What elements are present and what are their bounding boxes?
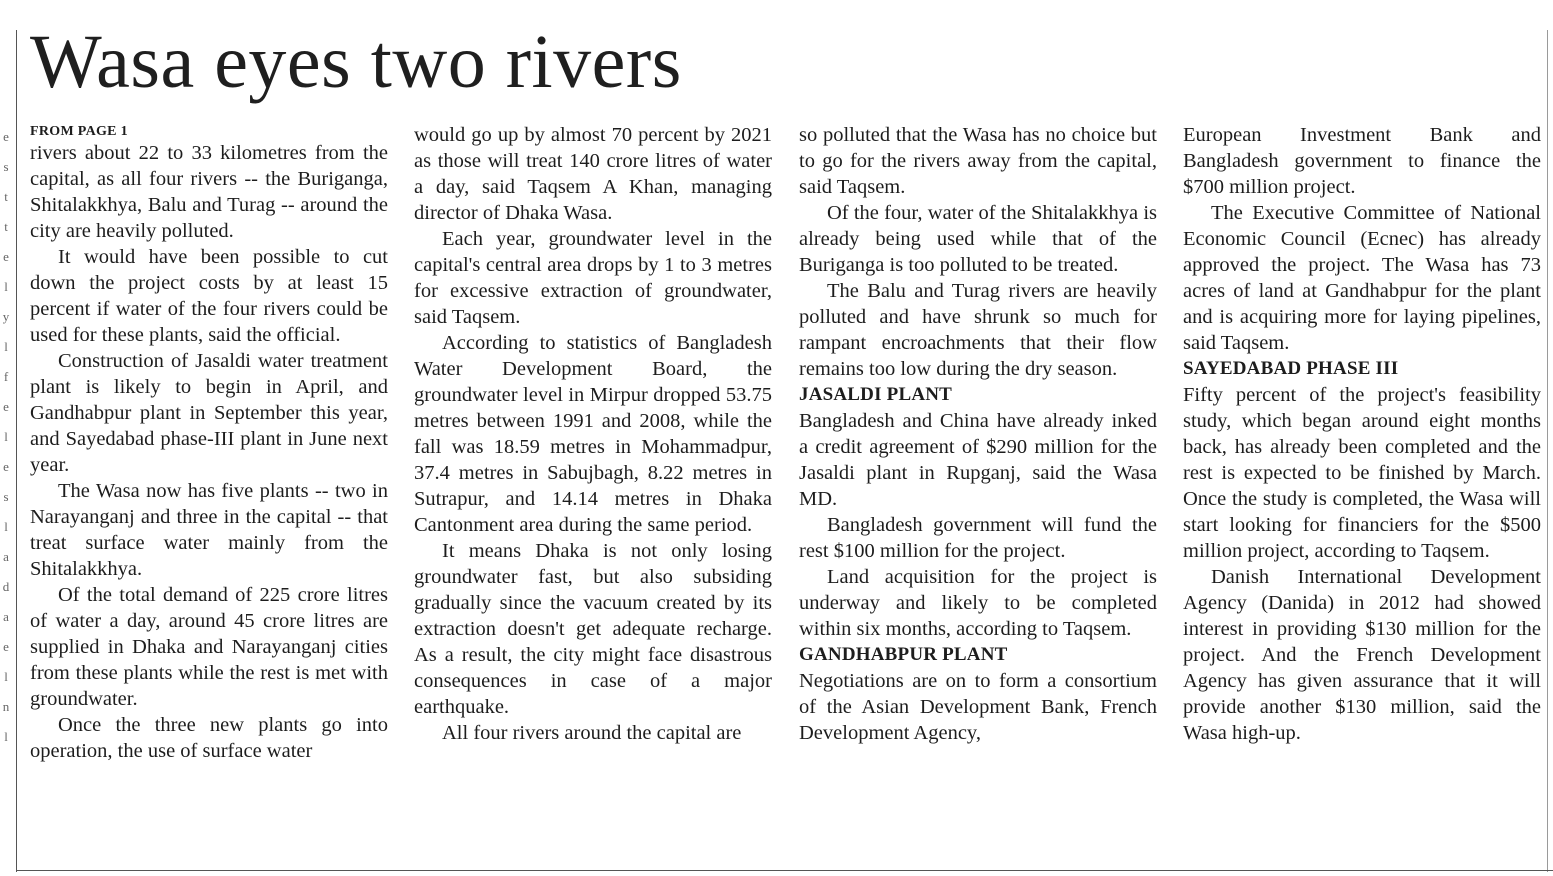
section-subhead: GANDHABPUR PLANT (799, 644, 1008, 665)
article-paragraph: would go up by almost 70 percent by 2021 as those will treat 140 crore litres of water a day, said Taqsem A Khan, managing director of Dhaka Wasa. (414, 124, 772, 224)
article-paragraph: The Balu and Turag rivers are heavily polluted and have shrunk so much for rampant encroachments that their flow remains too low during the dry season. (799, 280, 1157, 380)
section-subhead: SAYEDABAD PHASE III (1183, 358, 1399, 379)
article-paragraph: so polluted that the Wasa has no choice but to go for the rivers away from the capital, said Taqsem. (799, 124, 1157, 198)
left-rule (16, 30, 17, 872)
right-rule (1547, 30, 1548, 872)
article-paragraph: Bangladesh and China have already inked a credit agreement of $290 million for the Jasaldi plant in Rupganj, said the Wasa MD. (799, 410, 1157, 510)
dateline: FROM PAGE 1 (30, 124, 128, 139)
article-paragraph: European Investment Bank and Bangladesh government to finance the $700 million project. (1183, 124, 1541, 198)
gutter-fragment: a (3, 609, 9, 624)
article-paragraph: It means Dhaka is not only losing groundwater fast, but also subsiding gradually since the vacuum created by its extraction doesn't get adequate recharge. As a result, the city might face disastrous consequences in case of a major earthquake. (414, 540, 772, 718)
gutter-fragment: s (3, 489, 9, 504)
adjacent-column-fragments (0, 122, 12, 842)
article-paragraph: Fifty percent of the project's feasibility study, which began around eight months back, has already been completed and the rest is expected to be finished by March. Once the study is completed, the Wasa will start looking for financiers for the $500 million project, according to Taqsem. (1183, 384, 1541, 562)
article-paragraph: Once the three new plants go into operation, the use of surface water (30, 714, 388, 762)
article-paragraph: Bangladesh government will fund the rest $100 million for the project. (799, 514, 1157, 562)
gutter-fragment: l (4, 519, 8, 534)
gutter-fragment: l (4, 429, 8, 444)
gutter-fragment: e (3, 249, 9, 264)
gutter-fragment: n (2, 699, 10, 714)
article-column-3 (799, 122, 1157, 862)
gutter-fragment: l (4, 729, 8, 744)
gutter-fragment: l (4, 279, 8, 294)
gutter-fragment: f (3, 369, 9, 384)
gutter-fragment: s (3, 159, 9, 174)
article-paragraph: Land acquisition for the project is underway and likely to be completed within six months, according to Taqsem. (799, 566, 1157, 640)
article-paragraph: Negotiations are on to form a consortium of the Asian Development Bank, French Development Agency, (799, 670, 1157, 744)
section-subhead: JASALDI PLANT (799, 384, 953, 405)
gutter-fragment: e (3, 129, 9, 144)
article-paragraph: rivers about 22 to 33 kilometres from the capital, as all four rivers -- the Buriganga, Shitalakkhya, Balu and Turag -- around the city are heavily polluted. (30, 142, 388, 242)
article-paragraph: Of the total demand of 225 crore litres of water a day, around 45 crore litres are supplied in Dhaka and Narayanganj cities from these plants while the rest is met with groundwater. (30, 584, 388, 710)
gutter-fragment: d (2, 579, 10, 594)
article-paragraph: It would have been possible to cut down the project costs by at least 15 percent if water of the four rivers could be used for these plants, said the official. (30, 246, 388, 346)
gutter-fragment: e (3, 639, 9, 654)
article-paragraph: The Executive Committee of National Economic Council (Ecnec) has already approved the project. The Wasa has 73 acres of land at Gandhabpur for the plant and is acquiring more for laying pipelines, said Taqsem. (1183, 202, 1541, 354)
article-column-4 (1183, 122, 1541, 862)
gutter-fragment: y (2, 309, 10, 324)
gutter-fragment: t (4, 219, 8, 234)
gutter-fragment: l (4, 669, 8, 684)
article-paragraph: Danish International Development Agency (Danida) in 2012 had showed interest in providing $130 million for the project. And the French Development Agency has given assurance that it will provide another $130 million, said the Wasa high-up. (1183, 566, 1541, 744)
gutter-fragment: e (3, 459, 9, 474)
gutter-fragment: t (4, 189, 8, 204)
article-paragraph: All four rivers around the capital are (442, 722, 742, 744)
headline: Wasa eyes two rivers (30, 20, 682, 104)
article-paragraph: According to statistics of Bangladesh Water Development Board, the groundwater level in Mirpur dropped 53.75 metres between 1991 and 2008, while the fall was 18.59 metres in Mohammadpur, 37.4 metres in Sabujbagh, 8.22 metres in Sutrapur, and 14.14 metres in Dhaka Cantonment area during the same period. (414, 332, 772, 536)
gutter-fragment: l (4, 339, 8, 354)
article-column-1 (30, 122, 388, 862)
article-paragraph: Each year, groundwater level in the capital's central area drops by 1 to 3 metres for excessive extraction of groundwater, said Taqsem. (414, 228, 772, 328)
article-column-2 (414, 122, 772, 862)
bottom-rule (16, 870, 1553, 871)
gutter-fragment: a (3, 549, 9, 564)
article-paragraph: Construction of Jasaldi water treatment plant is likely to begin in April, and Gandhabpur plant in September this year, and Sayedabad phase-III plant in June next year. (30, 350, 388, 476)
gutter-fragment: e (3, 399, 9, 414)
article-paragraph: Of the four, water of the Shitalakkhya is already being used while that of the Buriganga is too polluted to be treated. (799, 202, 1157, 276)
article-paragraph: The Wasa now has five plants -- two in Narayanganj and three in the capital -- that treat surface water mainly from the Shitalakkhya. (30, 480, 388, 580)
